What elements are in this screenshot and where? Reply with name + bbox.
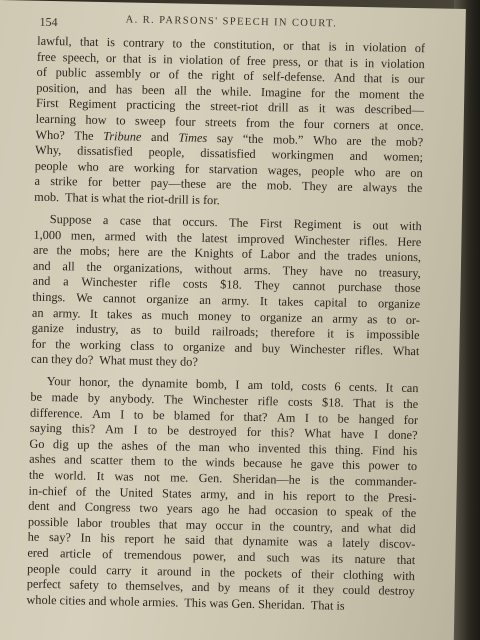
text-line: Suppose a case that occurs. The First Regiment is out with <box>49 212 422 234</box>
text-line: ered article of tremendous power, and such was its nature that <box>27 545 416 568</box>
text-line: dent and Congress two years ago he had occasion to speak of the <box>28 498 417 521</box>
text-line: and all the organizations, without arms. They have no treasury, <box>32 258 421 280</box>
paragraph <box>31 212 422 375</box>
text-line: are the mobs; here are the Knights of Labor and the trades unions, <box>33 242 422 265</box>
paragraph <box>34 34 425 213</box>
text-line: people could carry it around in the pockets of their clothing with <box>26 561 416 583</box>
text-line: free speech, or that is in violation of free press, or that is in violation <box>36 49 425 71</box>
text-line: a strike for better pay—these are the mob. They are always the <box>34 174 423 196</box>
text-line: perfect safety to themselves, and by means of it they could destroy <box>26 576 415 599</box>
text-line: Your honor, the dynamite bomb, I am told, costs 6 cents. It can <box>46 374 419 396</box>
text-line: possible labor troubles that may occur in the country, and what did <box>27 514 416 536</box>
page-header <box>39 7 453 37</box>
text-line: First Regiment practicing the street-riot drill as it was described— <box>35 96 425 118</box>
text-line: the world. It was not me. Gen. Sheridan—he is the commander- <box>28 467 417 490</box>
text-line: learning how to sweep four streets from the four corners at once. <box>35 111 424 134</box>
body-text <box>26 34 425 616</box>
paragraph <box>26 374 418 615</box>
text-line: ashes and scatter them to the winds because he gave this power to <box>29 452 418 474</box>
text-line: an army. It takes as much money to organize an army as to or- <box>31 305 421 327</box>
text-line: for the working class to organize and buy Winchester rifles. What <box>31 336 420 358</box>
text-line: and a Winchester rifle costs $18. They cannot purchase those <box>32 274 421 296</box>
text-line: mob. That is what the riot-drill is for. <box>34 189 220 208</box>
text-line: ganize industry, as to build railroads; therefore it is impossible <box>31 320 420 343</box>
text-line: he say? In his report he said that dynamite was a lately discov- <box>27 530 416 552</box>
text-line: Why, dissatisfied people, dissatisfied workingmen and women; <box>34 142 424 165</box>
text-line: can they do? What must they do? <box>30 352 198 370</box>
text-line: of public assembly or of the right of self-defense. And that is our <box>36 64 425 87</box>
text-line: whole cities and whole armies. This was Gen. Sheridan. That is <box>26 592 345 613</box>
text-line: lawful, that is contrary to the constitution, or that is in violation of <box>37 33 426 56</box>
text-line: people who are working for starvation wages, people who are on <box>34 158 423 180</box>
text-line: Go dig up the ashes of the man who invented this thing. Find his <box>29 436 418 458</box>
text-line: difference. Am I to be blamed for that? Am I to be hanged for <box>29 405 419 427</box>
text-line: 1,000 men, armed with the latest improved Winchester rifles. Here <box>33 227 422 249</box>
running-title: A. R. PARSONS' SPEECH IN COURT. <box>125 14 338 30</box>
text-line: in-chief of the United States army, and in his report to the Presi- <box>28 483 417 505</box>
page-number: 154 <box>39 14 58 30</box>
text-line: be made by anybody. The Winchester rifle costs $18. That is the <box>30 389 419 412</box>
text-line: saying this? Am I to be destroyed for this? What have I done? <box>29 420 418 443</box>
text-line: things. We cannot organize an army. It takes capital to organize <box>32 289 421 312</box>
text-line: position, and has been all the while. Imagine for the moment the <box>36 80 425 102</box>
text-line: Who? The Tribune and Times say “the mob.” Who are the mob? <box>35 127 424 149</box>
